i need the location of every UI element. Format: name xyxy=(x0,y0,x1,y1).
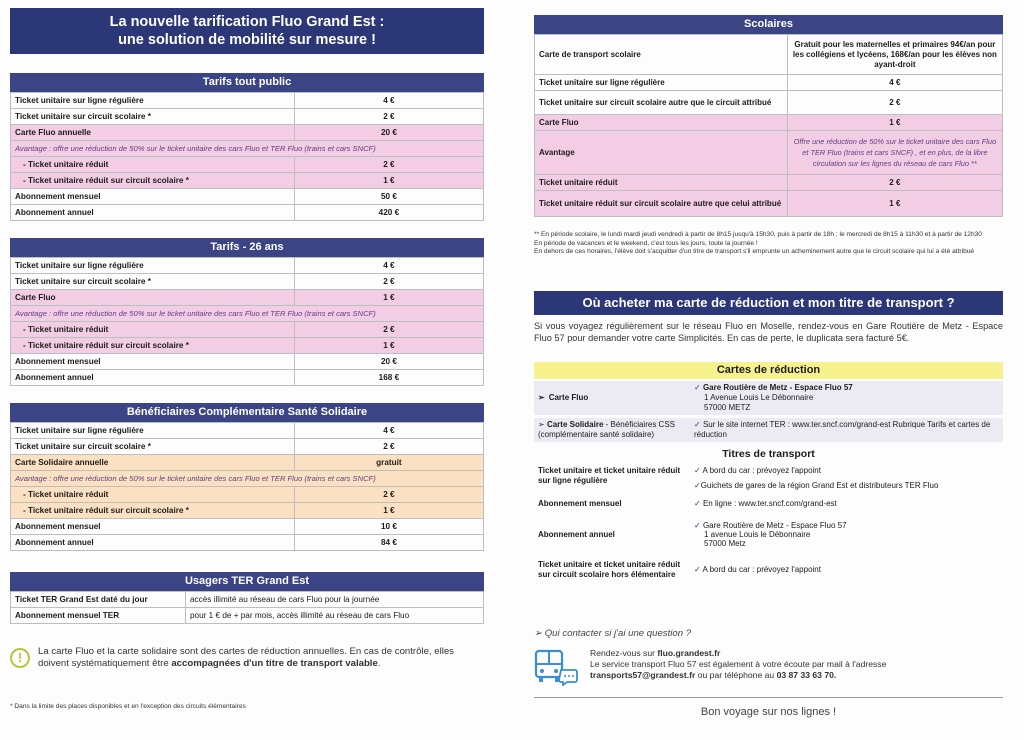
table-row: Carte de transport scolaire Gratuit pour les maternelles et primaires 94€/an pour les collégiens et lycéens, 168€/an pour les élèves non ayant-droit xyxy=(535,35,1003,75)
table-row: - Ticket unitaire réduit 2 € xyxy=(11,157,484,173)
table-row: Ticket unitaire sur circuit scolaire * 2 € xyxy=(11,109,484,125)
table-row: Ticket unitaire sur circuit scolaire * 2 € xyxy=(11,439,484,455)
info-circle-icon: ! xyxy=(10,648,30,668)
table-row: Carte Fluo annuelle 20 € xyxy=(11,125,484,141)
table-row: Ticket unitaire sur ligne régulière 4 € xyxy=(11,258,484,274)
titre-row: Abonnement mensuel ✓ En ligne : www.ter.sncf.com/grand-est xyxy=(538,499,837,508)
section-ter xyxy=(10,572,484,624)
check-icon: ✓ xyxy=(694,466,703,475)
check-icon: ✓ xyxy=(694,420,703,429)
advantage-row: Avantage Offre une réduction de 50% sur le ticket unitaire des cars Fluo et TER Fluo (trains et cars SNCF) , et en plus, de la libre circulation sur les lignes du réseau de cars Fluo ** xyxy=(535,131,1003,175)
chevron-right-icon: ➢ xyxy=(534,628,545,639)
tariff-table xyxy=(10,422,484,551)
check-icon: ✓ xyxy=(694,481,701,490)
table-row: Ticket TER Grand Est daté du jour accès illimité au réseau de cars Fluo pour la journée xyxy=(11,592,484,608)
email-link[interactable]: transports57@grandest.fr xyxy=(590,670,696,680)
table-row: - Ticket unitaire réduit sur circuit scolaire * 1 € xyxy=(11,338,484,354)
titres-title: Titres de transport xyxy=(722,448,815,460)
table-row: Abonnement mensuel 20 € xyxy=(11,354,484,370)
bus-chat-icon xyxy=(534,648,578,686)
contact-block: Rendez-vous sur fluo.grandest.fr Le service transport Fluo 57 est également à votre écoute par mail à l'adresse transports57@grandest.fr ou par téléphone au 03 87 33 63 70. xyxy=(534,648,1003,686)
phone-number[interactable]: 03 87 33 63 70. xyxy=(776,670,837,680)
section-css xyxy=(10,403,484,551)
info-note: ! La carte Fluo et la carte solidaire sont des cartes de réduction annuelles. En cas de contrôle, elles doivent systématiquement être accompagnées d'un titre de transport valable. xyxy=(10,646,484,671)
table-row: - Ticket unitaire réduit sur circuit scolaire * 1 € xyxy=(11,173,484,189)
table-row: - Ticket unitaire réduit sur circuit scolaire * 1 € xyxy=(11,503,484,519)
tariff-table xyxy=(10,92,484,221)
advantage-row: Avantage : offre une réduction de 50% sur le ticket unitaire des cars Fluo et TER Fluo (trains et cars SNCF) xyxy=(11,306,484,322)
table-row: Abonnement annuel 168 € xyxy=(11,370,484,386)
table-row: - Ticket unitaire réduit 2 € xyxy=(11,322,484,338)
advantage-row: Avantage : offre une réduction de 50% sur le ticket unitaire des cars Fluo et TER Fluo (trains et cars SNCF) xyxy=(11,141,484,157)
table-row: Ticket unitaire sur circuit scolaire * 2 € xyxy=(11,274,484,290)
main-banner xyxy=(10,8,484,54)
table-row: Ticket unitaire sur circuit scolaire autre que le circuit attribué 2 € xyxy=(535,91,1003,115)
cartes-title: Cartes de réduction xyxy=(534,362,1003,379)
table-row: Ticket unitaire sur ligne régulière 4 € xyxy=(11,93,484,109)
table-row: Abonnement mensuel 10 € xyxy=(11,519,484,535)
section-title: Usagers TER Grand Est xyxy=(10,572,484,591)
carte-solidaire-row: ➢ Carte Solidaire - Bénéficiaires CSS (complémentaire santé solidaire) ✓ Sur le site internet TER : www.ter.sncf.com/grand-est Rubrique Tarifs et cartes de réduction xyxy=(534,418,1003,442)
section-title: Tarifs tout public xyxy=(10,73,484,92)
check-icon: ✓ xyxy=(694,499,703,508)
table-row: Ticket unitaire sur ligne régulière 4 € xyxy=(11,423,484,439)
scolaires-table xyxy=(534,34,1003,217)
tariff-table xyxy=(10,257,484,386)
check-icon: ✓ xyxy=(694,565,703,574)
tariff-table xyxy=(10,591,484,624)
check-icon: ✓ xyxy=(694,521,703,530)
advantage-row: Avantage : offre une réduction de 50% sur le ticket unitaire des cars Fluo et TER Fluo (trains et cars SNCF) xyxy=(11,471,484,487)
carte-fluo-row: ➢ Carte Fluo ✓ Gare Routière de Metz - Espace Fluo 57 1 Avenue Louis Le Débonnaire 57000 METZ xyxy=(534,381,1003,415)
chevron-right-icon: ➢ xyxy=(538,420,547,429)
table-row: Abonnement mensuel 50 € xyxy=(11,189,484,205)
table-row: Abonnement annuel 84 € xyxy=(11,535,484,551)
where-block xyxy=(534,362,1003,582)
table-row: Ticket unitaire sur ligne régulière 4 € xyxy=(535,75,1003,91)
table-row: Carte Fluo 1 € xyxy=(11,290,484,306)
info-text-bold: accompagnées d'un titre de transport valable xyxy=(171,658,378,670)
section-title: Scolaires xyxy=(534,15,1003,34)
titre-row: Abonnement annuel ✓ Gare Routière de Metz - Espace Fluo 57 1 avenue Louis le Débonnaire 57000 Metz xyxy=(538,521,847,548)
where-paragraph: Si vous voyagez régulièrement sur le réseau Fluo en Moselle, rendez-vous en Gare Routière de Metz - Espace Fluo 57 pour demander votre carte Simplicités. En cas de perte, le duplicata sera facturé 5€. xyxy=(534,321,1003,343)
info-text: La carte Fluo et la carte solidaire sont des cartes de réduction annuelles. En cas de contrôle, elles doivent systématiquement être xyxy=(38,646,454,670)
table-row: - Ticket unitaire réduit 2 € xyxy=(11,487,484,503)
section-title: Tarifs - 26 ans xyxy=(10,238,484,257)
check-icon: ✓ xyxy=(694,383,703,392)
table-row: Abonnement annuel 420 € xyxy=(11,205,484,221)
section-tout-public xyxy=(10,73,484,221)
banner-line2: une solution de mobilité sur mesure ! xyxy=(118,32,376,48)
table-row: Ticket unitaire réduit 2 € xyxy=(535,175,1003,191)
chevron-right-icon: ➢ xyxy=(538,393,545,402)
table-row: Carte Fluo 1 € xyxy=(535,115,1003,131)
table-row: Ticket unitaire réduit sur circuit scolaire autre que celui attribué 1 € xyxy=(535,191,1003,217)
titre-row: Ticket unitaire et ticket unitaire réduit sur circuit scolaire hors élémentaire ✓ A bord du car : prévoyez l'appoint xyxy=(538,560,821,579)
footnote-left: * Dans la limite des places disponibles et en l'exception des circuits élémentaires xyxy=(10,703,246,710)
table-row: Carte Solidaire annuelle gratuit xyxy=(11,455,484,471)
website-link[interactable]: fluo.grandest.fr xyxy=(657,648,721,658)
section-scolaires xyxy=(534,15,1003,217)
where-title: Où acheter ma carte de réduction et mon titre de transport ? xyxy=(534,291,1003,315)
bon-voyage: Bon voyage sur nos lignes ! xyxy=(700,706,837,718)
contact-question: ➢ Qui contacter si j'ai une question ? xyxy=(534,628,692,639)
banner-line1: La nouvelle tarification Fluo Grand Est : xyxy=(109,14,385,30)
divider xyxy=(534,697,1003,698)
footnote-right: ** En période scolaire, le lundi mardi jeudi vendredi à partir de 8h15 jusqu'à 15h30, puis à partir de 18h ; le mercredi de 8h15 à 11h30 et à partir de 12h30 En période de vacances et le weekend, c'est tous les jours, toute la journée ! En dehors de ces horaires, l'élève doit s'acquitter d'un titre de transport s'il emprunte un acheminement autre que le circuit scolaire qui lui a été attribué xyxy=(534,231,982,256)
titre-row: Ticket unitaire et ticket unitaire réduit sur ligne régulière ✓ A bord du car : prévoyez l'appoint ✓Guichets de gares de la région Grand Est et distributeurs TER Fluo xyxy=(538,466,939,490)
section-moins-26 xyxy=(10,238,484,386)
section-title: Bénéficiaires Complémentaire Santé Solidaire xyxy=(10,403,484,422)
table-row: Abonnement mensuel TER pour 1 € de + par mois, accès illimité au réseau de cars Fluo xyxy=(11,608,484,624)
